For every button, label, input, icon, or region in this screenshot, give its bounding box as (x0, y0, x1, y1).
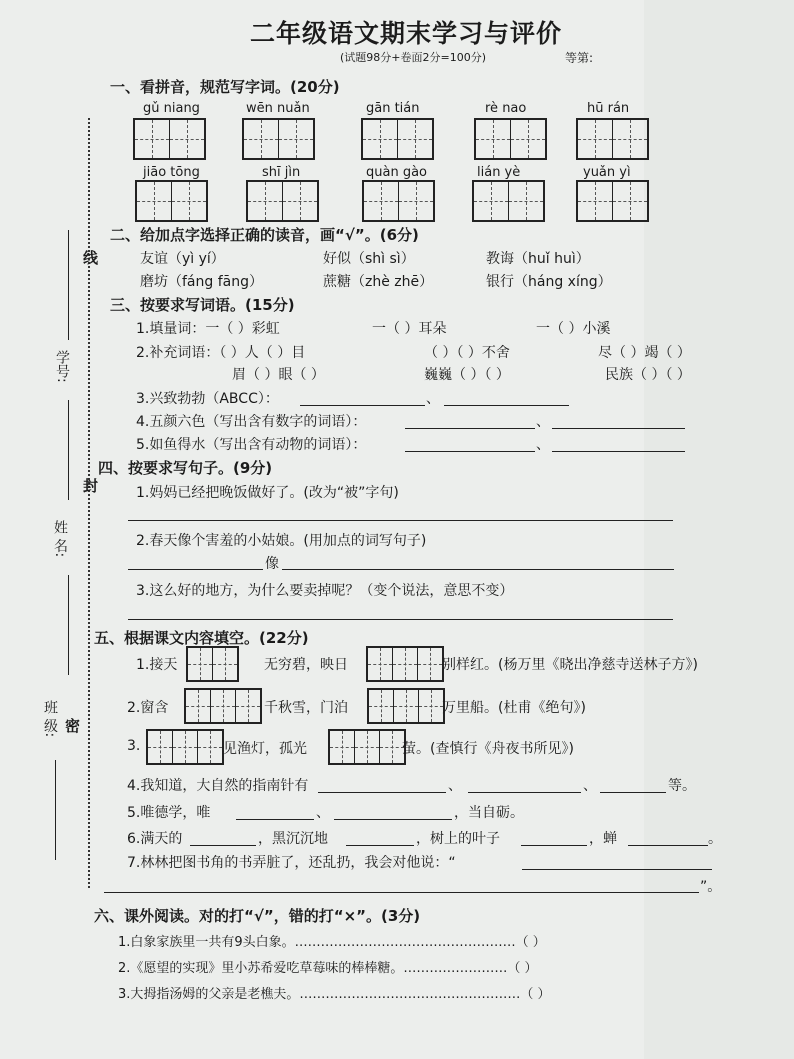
separator: 、 (536, 437, 550, 453)
poem-q1-c: 别样红。(杨万里《晓出净慈寺送林子方》) (442, 657, 698, 673)
complete-words-q[interactable]: 2.补充词语：（ ）人（ ）目 (136, 345, 306, 361)
student-id-field-2[interactable] (68, 400, 69, 500)
sentence-q3: 3.这么好的地方，为什么要卖掉呢？（变个说法，意思不变） (136, 583, 514, 599)
separator: 、 (583, 778, 597, 794)
writing-box[interactable] (246, 180, 319, 222)
page-title: 二年级语文期末学习与评价 (250, 19, 563, 48)
separator: 、 (448, 778, 462, 794)
writing-box[interactable] (184, 688, 262, 724)
score-note: (试题98分+卷面2分=100分) (340, 51, 487, 64)
pinyin: shī jìn (262, 165, 301, 180)
separator: 、 (426, 391, 440, 407)
answer-line[interactable] (628, 845, 708, 846)
pinyin: wēn nuǎn (246, 101, 310, 116)
writing-box[interactable] (366, 646, 444, 682)
number-words-q: 4.五颜六色（写出含有数字的词语）： (136, 414, 367, 430)
pinyin: jiāo tōng (143, 165, 200, 180)
writing-box[interactable] (328, 729, 406, 765)
pinyin: hū rán (587, 101, 630, 116)
pinyin: rè nao (485, 101, 527, 116)
writing-box[interactable] (367, 688, 445, 724)
answer-line[interactable] (521, 845, 587, 846)
rain-q-d: ，蝉 (589, 831, 617, 847)
pinyin: yuǎn yì (583, 165, 631, 180)
reading-choice[interactable]: 好似（shì sì） (323, 251, 415, 267)
writing-box[interactable] (472, 180, 545, 222)
rain-q-b: ，黑沉沉地 (258, 831, 328, 847)
answer-line[interactable] (128, 520, 673, 521)
compass-q: 4.我知道，大自然的指南针有 (127, 778, 309, 794)
sentence-q2: 2.春天像个害羞的小姑娘。(用加点的词写句子) (136, 533, 427, 549)
complete-words-q[interactable]: 巍巍（ ）（ ） (424, 367, 510, 383)
reading-choice[interactable]: 磨坊（fáng fāng） (140, 274, 263, 290)
pinyin: gǔ niang (143, 101, 200, 116)
answer-line[interactable] (552, 451, 685, 452)
seal-line-char: 线 (81, 250, 99, 265)
writing-box[interactable] (576, 180, 649, 222)
poem-q3-a: 3. (127, 738, 141, 754)
poem-q1-b: 无穷碧，映日 (264, 657, 348, 673)
answer-line[interactable] (190, 845, 256, 846)
section6-title: 六、课外阅读。对的打“√”，错的打“×”。(3分) (94, 907, 421, 925)
answer-line[interactable] (236, 819, 314, 820)
writing-box[interactable] (474, 118, 547, 160)
writing-box[interactable] (361, 118, 434, 160)
poem-q3-c: 萤。(查慎行《舟夜书所见》) (402, 741, 574, 757)
page-edge-shadow (644, 0, 794, 1059)
virtue-q: 5.唯德学，唯 (127, 805, 211, 821)
sentence-q1: 1.妈妈已经把晚饭做好了。(改为“被”字句) (136, 485, 399, 501)
rain-q-c: ，树上的叶子 (416, 831, 500, 847)
answer-line[interactable] (128, 619, 673, 620)
complete-words-q[interactable]: 尽（ ）竭（ ） (598, 345, 691, 361)
section2-title: 二、给加点字选择正确的读音，画“√”。(6分) (110, 226, 419, 244)
class-label: 班 级: (42, 700, 58, 738)
answer-line[interactable] (104, 892, 699, 893)
separator: 、 (316, 805, 330, 821)
reading-choice[interactable]: 蔗糖（zhè zhē） (323, 274, 434, 290)
true-false-item[interactable]: 2.《愿望的实现》里小苏希爱吃草莓味的棒棒糖。……………………（ ） (118, 961, 538, 976)
answer-line[interactable] (346, 845, 414, 846)
reading-choice[interactable]: 友谊（yì yí） (140, 251, 225, 267)
writing-box[interactable] (576, 118, 649, 160)
like-word: 像 (265, 556, 279, 572)
complete-words-q[interactable]: 民族（ ）（ ） (605, 367, 691, 383)
student-id-label: 学号: (54, 350, 70, 383)
answer-line[interactable] (318, 792, 446, 793)
binding-dotted-line (88, 118, 90, 888)
poem-q3-b: 见渔灯，孤光 (223, 741, 307, 757)
measure-word-q[interactable]: 一（ ）耳朵 (372, 321, 447, 337)
abcc-q: 3.兴致勃勃（ABCC）： (136, 391, 279, 407)
complete-words-q[interactable]: 眉（ ）眼（ ） (232, 367, 325, 383)
books-q-end: ”。 (700, 879, 722, 895)
poem-q2-c: 万里船。(杜甫《绝句》) (442, 700, 586, 716)
class-field[interactable] (55, 760, 56, 860)
section3-title: 三、按要求写词语。(15分) (110, 296, 295, 314)
writing-box[interactable] (133, 118, 206, 160)
reading-choice[interactable]: 教诲（huǐ huì） (486, 251, 590, 267)
rain-q-e: 。 (708, 831, 722, 847)
books-q: 7.林林把图书角的书弄脏了，还乱扔，我会对他说：“ (127, 855, 456, 871)
measure-word-q[interactable]: 一（ ）小溪 (536, 321, 611, 337)
poem-q2-b: 千秋雪，门泊 (264, 700, 348, 716)
answer-line[interactable] (522, 869, 712, 870)
answer-line[interactable] (334, 819, 452, 820)
section5-title: 五、根据课文内容填空。(22分) (94, 629, 309, 647)
writing-box[interactable] (186, 646, 239, 682)
reading-choice[interactable]: 银行（háng xíng） (486, 274, 612, 290)
answer-line[interactable] (405, 451, 535, 452)
writing-box[interactable] (242, 118, 315, 160)
complete-words-q[interactable]: （ ）（ ）不舍 (424, 345, 510, 361)
answer-line[interactable] (128, 569, 263, 570)
animal-words-q: 5.如鱼得水（写出含有动物的词语）： (136, 437, 367, 453)
answer-line[interactable] (282, 569, 674, 570)
writing-box[interactable] (135, 180, 208, 222)
poem-q2-a: 2.窗含 (127, 700, 169, 716)
section4-title: 四、按要求写句子。(9分) (98, 459, 273, 477)
answer-line[interactable] (444, 405, 569, 406)
rain-q-a: 6.满天的 (127, 831, 183, 847)
poem-q1-a: 1.接天 (136, 657, 178, 673)
answer-line[interactable] (405, 428, 535, 429)
true-false-item[interactable]: 3.大拇指汤姆的父亲是老樵夫。……………………………………………（ ） (118, 987, 551, 1002)
measure-word-q[interactable]: 1.填量词：一（ ）彩虹 (136, 321, 280, 337)
pinyin: lián yè (477, 165, 521, 180)
writing-box[interactable] (146, 729, 224, 765)
writing-box[interactable] (362, 180, 435, 222)
pinyin: quàn gào (366, 165, 428, 180)
seal-mi-char: 密 (63, 718, 81, 733)
virtue-q-end: ，当自砺。 (454, 805, 524, 821)
seal-feng-char: 封 (81, 478, 99, 493)
answer-line[interactable] (468, 792, 581, 793)
answer-line[interactable] (600, 792, 666, 793)
section1-title: 一、看拼音，规范写字词。(20分) (110, 78, 340, 96)
compass-q-end: 等。 (668, 778, 696, 794)
answer-line[interactable] (552, 428, 685, 429)
name-label: 姓 名: (52, 520, 68, 558)
student-id-field[interactable] (68, 230, 69, 340)
true-false-item[interactable]: 1.白象家族里一共有9头白象。……………………………………………（ ） (118, 935, 546, 950)
name-field[interactable] (68, 575, 69, 675)
grade-label: 等第: (565, 51, 594, 65)
pinyin: gān tián (366, 101, 420, 116)
separator: 、 (536, 414, 550, 430)
answer-line[interactable] (300, 405, 425, 406)
